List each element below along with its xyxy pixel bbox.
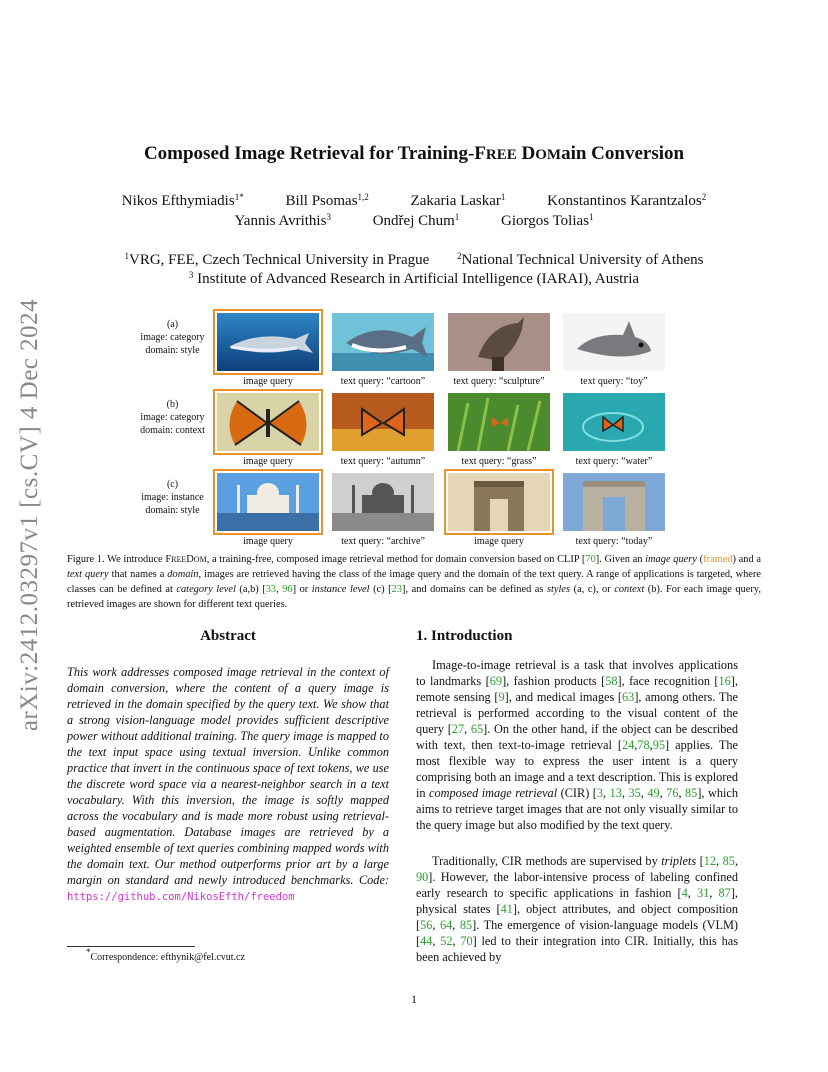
citation-link[interactable]: 85 <box>722 854 735 868</box>
author: Konstantinos Karantzalos$^2$ <box>547 192 707 209</box>
citation-link[interactable]: 44 <box>420 934 433 948</box>
caption-c-1: image query <box>243 536 293 547</box>
affiliations-row1: $^1$VRG, FEE, Czech Technical University in Prague $^2$National Technical University of Athens <box>124 251 704 268</box>
citation-link[interactable]: 90 <box>416 870 429 884</box>
figure-row-label-c: (c) image: instance domain: style <box>141 479 204 516</box>
introduction-paragraph-1: Image-to-image retrieval is a task that involves applications to landmarks [69], fashion products [58], face recognition [16], remote sensing [9], and medical images [63], among others. The retrieval is performed according to the visual content of the query [27, 65]. On the other hand, if the object can be described with text, then text-to-image retrieval [24,78,95] applies. The most flexible way to express the user intent is a query comprising both an image and a text description. This is explored in composed image retrieval (CIR) [3, 13, 35, 49, 76, 85], which aims to retrieve target images that are not only visually similar to the query image but also modified by the text query. <box>416 658 739 832</box>
citation-link[interactable]: 24 <box>622 738 635 752</box>
taj-mahal-archive-image <box>332 473 434 531</box>
arxiv-stamp: arXiv:2412.03297v1 [cs.CV] 4 Dec 2024 <box>16 298 44 732</box>
citation-link[interactable]: 58 <box>605 674 618 688</box>
citation-link[interactable]: 3 <box>596 786 604 800</box>
citation-link[interactable]: 85 <box>685 786 698 800</box>
butterfly-grass-image <box>448 393 550 451</box>
citation-link[interactable]: 85 <box>459 918 473 932</box>
citation-link[interactable]: 16 <box>718 674 731 688</box>
citation-link[interactable]: 70 <box>585 554 596 565</box>
caption-c-2: text query: “archive” <box>341 536 425 547</box>
citation-link[interactable]: 49 <box>647 786 660 800</box>
citation-link[interactable]: 96 <box>282 584 293 595</box>
citation-link[interactable]: 13 <box>609 786 622 800</box>
citation-link[interactable]: 87 <box>718 886 731 900</box>
caption-b-4: text query: “water” <box>575 456 653 467</box>
shark-cartoon-image <box>332 313 434 371</box>
citation-link[interactable]: 31 <box>697 886 710 900</box>
abstract-heading: Abstract <box>200 628 256 644</box>
caption-a-1: image query <box>243 376 293 387</box>
paper-title: Composed Image Retrieval for Training-FREE DOMain Conversion <box>143 143 685 164</box>
citation-link[interactable]: 23 <box>391 584 402 595</box>
arc-de-triomphe-photo-image <box>448 473 550 531</box>
affiliations-row2: $^3$ Institute of Advanced Research in Artificial Intelligence (IARAI), Austria <box>188 270 640 287</box>
citation-link[interactable]: 64 <box>439 918 453 932</box>
caption-b-1: image query <box>243 456 293 467</box>
caption-c-3: image query <box>474 536 524 547</box>
introduction-paragraph-2: Traditionally, CIR methods are supervised by triplets [12, 85, 90]. However, the labor-intensive process of labeling confined early research to specific applications in fashion [4, 31, 87], physical states [41], object attributes, and object composition [56, 64, 85]. The emergence of vision-language models (VLM) [44, 52, 70] led to their integration into CIR. Initially, this has been achieved by <box>416 854 739 964</box>
citation-link[interactable]: 78 <box>637 738 650 752</box>
citation-link[interactable]: 27 <box>451 722 465 736</box>
figure-row-label-a: (a) image: category domain: style <box>140 319 205 356</box>
citation-link[interactable]: 35 <box>628 786 641 800</box>
caption-b-2: text query: “autumn” <box>340 456 426 467</box>
citation-link[interactable]: 56 <box>420 918 433 932</box>
shark-sculpture-image <box>448 313 550 371</box>
caption-a-4: text query: “toy” <box>580 376 648 387</box>
author: Bill Psomas$^{1,2}$ <box>285 192 369 209</box>
code-url-link[interactable]: https://github.com/NikosEfth/freedom <box>67 891 295 903</box>
citation-link[interactable]: 33 <box>265 584 277 595</box>
introduction-heading: 1. Introduction <box>416 628 513 644</box>
author: Nikos Efthymiadis$^{1*}$ <box>121 192 244 209</box>
butterfly-photo-image <box>217 393 319 451</box>
butterfly-water-image <box>563 393 665 451</box>
page-number: 1 <box>411 992 417 1006</box>
footnote: *Correspondence: efthynik@fel.cvut.cz <box>86 947 245 963</box>
figure-caption: Figure 1. We introduce FREEDOM, a training-free, composed image retrieval method for domain conversion based on CLIP [70]. Given an image query (framed) and a text query that names a domain, images are retrieved having the class of the image query and the domain of the text query. A range of applications is targeted, where classes can be defined at category level (a,b) [33, 96] or instance level (c) [23], and domains can be defined as styles (a, c), or context (b). For each image query, retrieved images are shown for different text queries. <box>67 554 761 610</box>
caption-a-3: text query: “sculpture” <box>453 376 545 387</box>
author: Giorgos Tolias$^1$ <box>501 212 594 229</box>
taj-mahal-photo-image <box>217 473 319 531</box>
caption-a-2: text query: “cartoon” <box>340 376 426 387</box>
author-list-row1 <box>0 193 828 210</box>
abstract-body: This work addresses composed image retrieval in the context of domain conversion, where the content of a query image is retrieved in the domain specified by the query text. We show that a strong vision-language model provides sufficient descriptive power without additional training. The query image is mapped to the text input space using textual inversion. Unlike common practice that invert in the continuous space of text tokens, we use the discrete word space via a nearest-neighbor search in a text vocabulary. With this inversion, the image is softly mapped across the vocabulary and is made more robust using retrieval-based augmentation. Database images are retrieved by a weighted ensemble of text queries combining mapped words with the domain text. Our method outperforms prior art by a large margin on standard and newly introduced benchmarks. Code: https://github.com/NikosEfth/freedom <box>67 665 389 903</box>
citation-link[interactable]: 63 <box>622 690 635 704</box>
author: Yannis Avrithis$^3$ <box>234 212 331 229</box>
caption-b-3: text query: “grass” <box>461 456 537 467</box>
arc-de-triomphe-today-image <box>563 473 665 531</box>
caption-c-4: text query: “today” <box>575 536 653 547</box>
citation-link[interactable]: 69 <box>489 674 503 688</box>
citation-link[interactable]: 52 <box>440 934 453 948</box>
citation-link[interactable]: 4 <box>681 886 688 900</box>
butterfly-autumn-image <box>332 393 434 451</box>
author: Ondřej Chum$^1$ <box>372 212 460 229</box>
citation-link[interactable]: 12 <box>703 854 717 868</box>
author-list-row2 <box>0 213 828 230</box>
citation-link[interactable]: 76 <box>666 786 679 800</box>
citation-link[interactable]: 65 <box>470 722 484 736</box>
citation-link[interactable]: 70 <box>460 934 473 948</box>
figure-row-label-b: (b) image: category domain: context <box>140 399 205 436</box>
citation-link[interactable]: 95 <box>652 738 666 752</box>
shark-photo-image <box>217 313 319 371</box>
citation-link[interactable]: 41 <box>500 902 513 916</box>
author: Zakaria Laskar$^1$ <box>410 192 506 209</box>
citation-link[interactable]: 9 <box>498 690 505 704</box>
shark-toy-image <box>563 313 665 371</box>
